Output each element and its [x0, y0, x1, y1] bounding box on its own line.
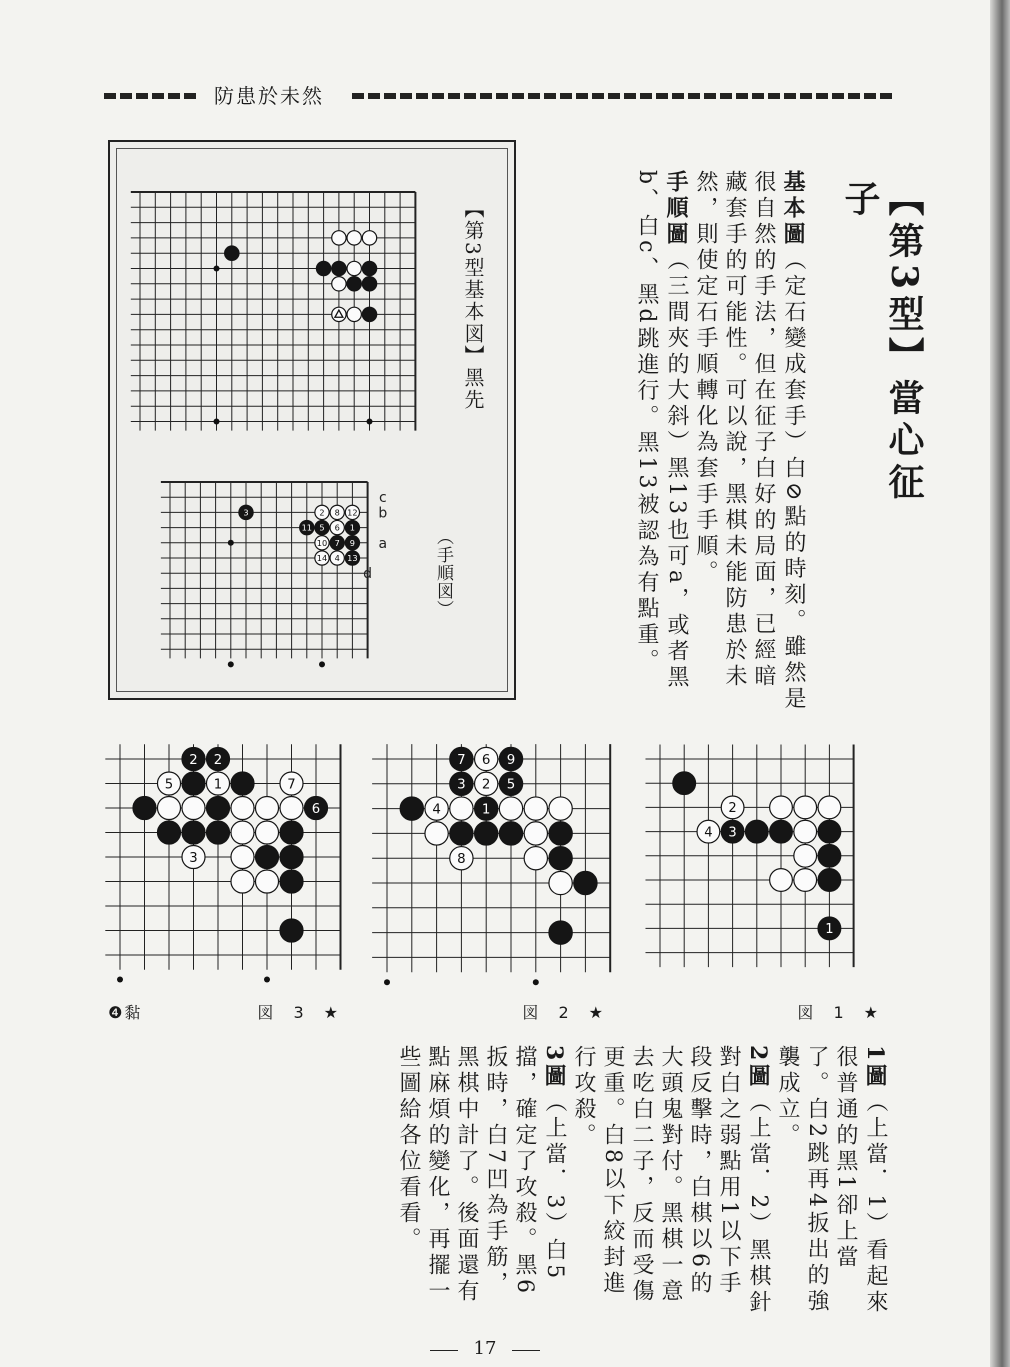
commentary-d3-head: 3圖: [541, 1045, 567, 1091]
section-body: [580, 170, 808, 715]
move-number: 4: [704, 825, 713, 841]
diagram2-caption: ★ 2 図: [522, 1003, 605, 1022]
white-stone: [231, 821, 254, 844]
move-number: 6: [334, 522, 340, 533]
header-title: 防患於未然: [214, 84, 324, 108]
black-stone: [255, 845, 278, 868]
black-stone: [206, 821, 229, 844]
white-stone: [231, 870, 254, 893]
move-number: 4: [334, 553, 340, 564]
paragraph1-text: （定石變成套手）白⊘點的時刻。雖然是很自然的手法，但在征子白好的局面，已經暗藏套手的可能性。可以說，黑棋未能防患於未然，則使定石手順轉化為套手手順。: [693, 170, 806, 713]
white-stone: [818, 796, 841, 819]
black-stone: [745, 820, 768, 843]
diagram1-caption: ★ 1 図: [797, 1003, 880, 1022]
move-number: 11: [301, 522, 313, 533]
black-stone: [362, 277, 376, 291]
move-number: 2: [481, 777, 491, 793]
go-board-diagram-3: [110, 745, 345, 985]
diagram3-note: ❹黏: [108, 1003, 143, 1022]
header-rule-left: [104, 93, 196, 99]
running-header: [104, 80, 894, 108]
white-stone: [794, 820, 817, 843]
white-stone: [794, 844, 817, 867]
white-stone: [524, 797, 547, 820]
white-stone: [524, 847, 547, 870]
star-point: [264, 977, 270, 983]
white-stone: [362, 231, 376, 245]
black-stone: [182, 772, 205, 795]
move-number: 4: [432, 802, 441, 818]
black-stone: [574, 871, 597, 894]
white-stone: [770, 796, 793, 819]
move-number: 1: [481, 802, 491, 818]
section-title: 【第3型】當心征子: [839, 180, 925, 506]
move-number: 14: [316, 553, 328, 564]
black-stone: [499, 822, 522, 845]
move-number: 1: [825, 922, 834, 938]
paragraph2-head: 手順圖: [663, 170, 689, 248]
white-stone: [770, 869, 793, 892]
move-number: 6: [481, 752, 491, 768]
move-number: 5: [506, 777, 516, 793]
move-number: 3: [243, 507, 249, 518]
move-number: 2: [189, 752, 198, 768]
black-stone: [475, 822, 498, 845]
white-stone: [182, 796, 205, 819]
move-number: 3: [189, 850, 198, 866]
star-point: [228, 540, 234, 546]
paragraph1-head: 基本圖: [780, 170, 806, 248]
page-binding-edge: [990, 0, 1010, 1367]
black-stone: [332, 261, 346, 275]
move-number: 13: [347, 553, 358, 564]
sequence-figure-caption: （手順図）: [433, 528, 453, 618]
go-board-basic: [130, 180, 420, 430]
black-stone: [231, 772, 254, 795]
white-stone: [255, 821, 278, 844]
star-point: [117, 977, 123, 983]
black-stone: [206, 796, 229, 819]
star-point: [214, 266, 220, 272]
star-point: [319, 661, 325, 667]
paragraph2-text: （三間夾的大斜）黑13也可a，或者黑b、白c、黑d跳進行。黑13被認為有點重。: [634, 170, 689, 692]
black-stone: [818, 820, 841, 843]
diagram3-caption: ★ 3 図: [257, 1003, 340, 1022]
star-point: [228, 661, 234, 667]
move-number: 2: [728, 801, 737, 817]
move-number: 1: [349, 522, 356, 533]
move-number: 8: [334, 507, 340, 518]
white-stone: [332, 277, 346, 291]
white-stone: [524, 822, 547, 845]
move-number: 7: [457, 752, 466, 768]
black-stone: [182, 821, 205, 844]
header-rule-right: [352, 93, 892, 99]
white-stone: [332, 231, 346, 245]
basic-figure-caption: 【第3型基本図】黑先: [461, 198, 485, 411]
commentary-d3-text: （上當．3）白5擋，確定了攻殺。黑6扳時，白7凹為手筋，黑棋中計了。後面還有點麻煩的變化，再擺一些圖給各位看看。: [396, 1045, 567, 1305]
move-number: 2: [213, 752, 223, 768]
star-point: [367, 419, 373, 425]
black-stone: [347, 277, 361, 291]
commentary-d2-head: 2圖: [745, 1045, 771, 1091]
move-number: 7: [287, 777, 296, 793]
move-number: 2: [319, 507, 325, 518]
black-stone: [362, 307, 376, 321]
black-stone: [673, 772, 696, 795]
white-stone: [794, 796, 817, 819]
white-stone: [425, 822, 448, 845]
move-number: 5: [164, 777, 174, 793]
star-point: [214, 419, 220, 425]
move-number: 3: [728, 825, 737, 841]
black-stone: [549, 822, 572, 845]
star-point: [384, 979, 390, 985]
black-stone: [818, 869, 841, 892]
commentary-d2-text: （上當．2）黑棋針對白之弱點用1以下手段反擊時，白棋以6的大頭鬼對付。黑棋一意去吃白二子，反而受傷更重。白8以下絞封進行攻殺。: [571, 1045, 771, 1317]
black-stone: [818, 844, 841, 867]
move-number: 9: [506, 752, 516, 768]
black-stone: [770, 820, 793, 843]
white-stone: [347, 261, 361, 275]
white-stone: [231, 845, 254, 868]
white-stone: [450, 797, 473, 820]
star-point: [533, 979, 539, 985]
page-number: 17: [430, 1338, 540, 1359]
move-number: 5: [319, 522, 325, 533]
point-label: a: [378, 535, 388, 552]
move-number: 7: [334, 537, 340, 548]
go-board-diagram-2: [375, 745, 620, 985]
black-stone: [280, 821, 303, 844]
go-board-sequence: [160, 472, 420, 682]
move-number: 8: [457, 852, 466, 868]
white-stone: [499, 797, 522, 820]
white-stone: [157, 796, 180, 819]
white-stone: [794, 869, 817, 892]
white-stone: [549, 797, 572, 820]
white-stone: [255, 796, 278, 819]
white-stone: [347, 231, 361, 245]
move-number: 12: [347, 507, 358, 518]
black-stone: [362, 261, 376, 275]
black-stone: [400, 797, 423, 820]
move-number: 10: [316, 537, 328, 548]
move-number: 1: [213, 777, 223, 793]
point-label: d: [363, 566, 373, 583]
black-stone: [316, 261, 330, 275]
black-stone: [280, 919, 303, 942]
white-stone: [255, 870, 278, 893]
commentary-d1-head: 1圖: [862, 1045, 888, 1091]
commentary-d1-text: （上當．1）看起來很普通的黑1卻上當了。白2跳再4扳出的強襲成立。: [775, 1045, 888, 1317]
black-stone: [549, 921, 572, 944]
black-stone: [280, 870, 303, 893]
black-stone: [157, 821, 180, 844]
move-number: 6: [311, 801, 321, 817]
point-label: b: [378, 505, 388, 522]
move-number: 3: [457, 777, 466, 793]
black-stone: [133, 796, 156, 819]
commentary-body: [225, 1045, 890, 1320]
move-number: 9: [349, 537, 356, 548]
black-stone: [549, 847, 572, 870]
white-stone: [280, 796, 303, 819]
white-stone: [231, 796, 254, 819]
black-stone: [225, 246, 239, 260]
white-stone: [347, 307, 361, 321]
black-stone: [280, 845, 303, 868]
white-stone: [549, 871, 572, 894]
point-label: c: [378, 490, 387, 507]
black-stone: [450, 822, 473, 845]
go-board-diagram-1: [648, 745, 888, 985]
